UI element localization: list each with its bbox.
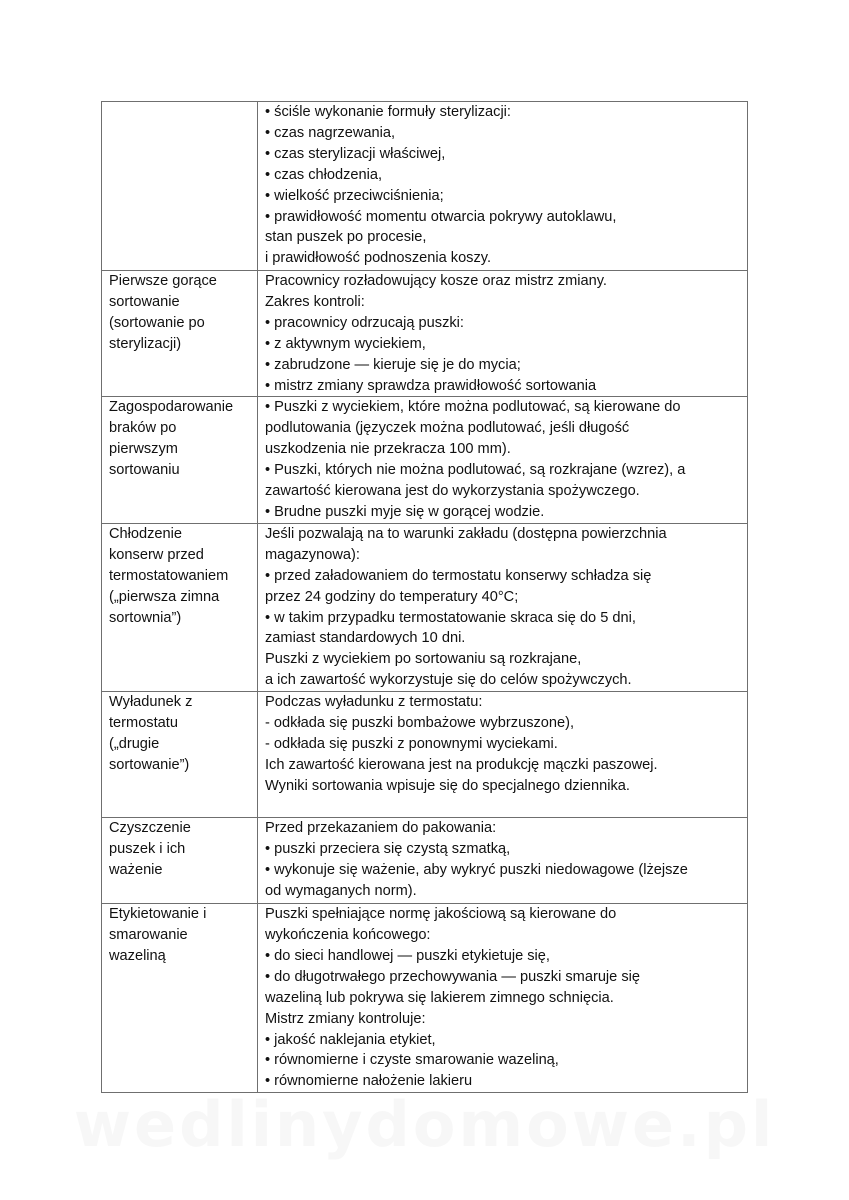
details-line: • zabrudzone — kieruje się je do mycia; — [265, 356, 521, 373]
watermark: wedlinydomowe.pl — [73, 1088, 776, 1161]
details-line: Puszki spełniające normę jakościową są kierowane do — [265, 906, 617, 923]
stage-line: („drugie — [109, 735, 160, 752]
details-line: • puszki przeciera się czystą szmatką, — [265, 841, 511, 858]
stage-line: (sortowanie po — [109, 314, 205, 331]
details-line: wykończenia końcowego: — [265, 927, 431, 944]
stage-line: wazeliną — [109, 947, 166, 964]
stage-line: termostatu — [109, 715, 178, 732]
details-line: • czas chłodzenia, — [265, 166, 383, 183]
stage-cell — [102, 102, 258, 271]
stage-line: pierwszym — [109, 441, 178, 458]
stage-line: braków po — [109, 420, 177, 437]
details-line: • czas sterylizacji właściwej, — [265, 145, 446, 162]
details-line: stan puszek po procesie, — [265, 229, 427, 246]
details-line: Wyniki sortowania wpisuje się do specjalnego dziennika. — [265, 777, 630, 794]
details-line: • równomierne nałożenie lakieru — [265, 1073, 473, 1090]
details-line: • mistrz zmiany sprawdza prawidłowość sortowania — [265, 377, 597, 394]
table-body — [102, 102, 748, 1093]
stage-cell — [102, 692, 258, 818]
stage-line: Zagospodarowanie — [109, 399, 234, 416]
details-line: i prawidłowość podnoszenia koszy. — [265, 250, 492, 267]
details-line: zawartość kierowana jest do wykorzystania spożywczego. — [265, 483, 640, 500]
details-line: magazynowa): — [265, 546, 360, 563]
details-line: Zakres kontroli: — [265, 293, 365, 310]
details-line: Puszki z wyciekiem po sortowaniu są rozkrajane, — [265, 651, 582, 668]
details-line: podlutowania (języczek można podlutować, jeśli długość — [265, 420, 630, 437]
stage-line: konserw przed — [109, 546, 204, 563]
details-cell — [258, 692, 748, 818]
stage-line: sortowanie — [109, 293, 180, 310]
stage-line: sterylizacji) — [109, 335, 182, 352]
details-cell — [258, 904, 748, 1093]
details-line: • czas nagrzewania, — [265, 124, 396, 141]
stage-line: sortownia”) — [109, 609, 182, 626]
details-cell — [258, 397, 748, 523]
details-cell — [258, 271, 748, 397]
details-line: Mistrz zmiany kontroluje: — [265, 1010, 426, 1027]
details-line: • przed załadowaniem do termostatu konserwy schładza się — [265, 567, 652, 584]
stage-line: termostatowaniem — [109, 567, 229, 584]
stage-cell — [102, 271, 258, 397]
details-line: • Puszki, których nie można podlutować, są rozkrajane (wzrez), a — [265, 462, 686, 479]
details-line: • równomierne i czyste smarowanie wazeliną, — [265, 1052, 559, 1069]
details-line: a ich zawartość wykorzystuje się do celów spożywczych. — [265, 672, 632, 689]
stage-cell — [102, 904, 258, 1093]
details-line: wazeliną lub pokrywa się lakierem zimnego schnięcia. — [265, 989, 614, 1006]
details-line: - odkłada się puszki z ponownymi wyciekami. — [265, 735, 558, 752]
details-line: • w takim przypadku termostatowanie skraca się do 5 dni, — [265, 609, 636, 626]
details-line: uszkodzenia nie przekracza 100 mm). — [265, 441, 511, 458]
process-control-table — [101, 101, 748, 1093]
stage-cell — [102, 818, 258, 904]
details-line: Jeśli pozwalają na to warunki zakładu (dostępna powierzchnia — [265, 525, 667, 542]
details-line: • jakość naklejania etykiet, — [265, 1031, 436, 1048]
stage-line: sortowaniu — [109, 462, 180, 479]
stage-line: Pierwsze gorące — [109, 273, 217, 289]
details-line: • pracownicy odrzucają puszki: — [265, 314, 464, 331]
details-line: Ich zawartość kierowana jest na produkcję mączki paszowej. — [265, 756, 658, 773]
table-row — [102, 102, 748, 271]
details-line: • z aktywnym wyciekiem, — [265, 335, 426, 352]
details-line: • do sieci handlowej — puszki etykietuje się, — [265, 947, 550, 964]
details-line: • wykonuje się ważenie, aby wykryć puszki niedowagowe (lżejsze — [265, 861, 688, 878]
stage-line: puszek i ich — [109, 841, 186, 858]
details-line: zamiast standardowych 10 dni. — [265, 630, 466, 647]
details-line: przez 24 godziny do temperatury 40°C; — [265, 588, 519, 605]
details-line: • Brudne puszki myje się w gorącej wodzie. — [265, 503, 545, 520]
table-row — [102, 904, 748, 1093]
table-row — [102, 692, 748, 818]
details-line: - odkłada się puszki bombażowe wybrzuszone), — [265, 715, 575, 732]
details-line: • do długotrwałego przechowywania — puszki smaruje się — [265, 968, 640, 985]
details-line: • wielkość przeciwciśnienia; — [265, 187, 444, 204]
stage-line: („pierwsza zimna — [109, 588, 220, 605]
stage-line: Chłodzenie — [109, 525, 183, 542]
stage-line: smarowanie — [109, 927, 188, 944]
details-line: Przed przekazaniem do pakowania: — [265, 820, 497, 837]
details-cell — [258, 818, 748, 904]
stage-cell — [102, 397, 258, 523]
table-row — [102, 523, 748, 691]
details-line: • prawidłowość momentu otwarcia pokrywy autoklawu, — [265, 208, 617, 225]
table-row — [102, 397, 748, 523]
details-line: • ściśle wykonanie formuły sterylizacji: — [265, 104, 511, 120]
stage-line: ważenie — [109, 861, 163, 878]
table-row — [102, 271, 748, 397]
details-line: Pracownicy rozładowujący kosze oraz mistrz zmiany. — [265, 273, 607, 289]
details-line: od wymaganych norm). — [265, 882, 417, 899]
stage-line: Czyszczenie — [109, 820, 191, 837]
details-line: • Puszki z wyciekiem, które można podlutować, są kierowane do — [265, 399, 681, 416]
details-line: Podczas wyładunku z termostatu: — [265, 694, 483, 711]
details-cell — [258, 523, 748, 691]
table-row — [102, 818, 748, 904]
stage-line: Etykietowanie i — [109, 906, 207, 923]
stage-line: Wyładunek z — [109, 694, 193, 711]
stage-cell — [102, 523, 258, 691]
details-cell — [258, 102, 748, 271]
stage-line: sortowanie”) — [109, 756, 190, 773]
